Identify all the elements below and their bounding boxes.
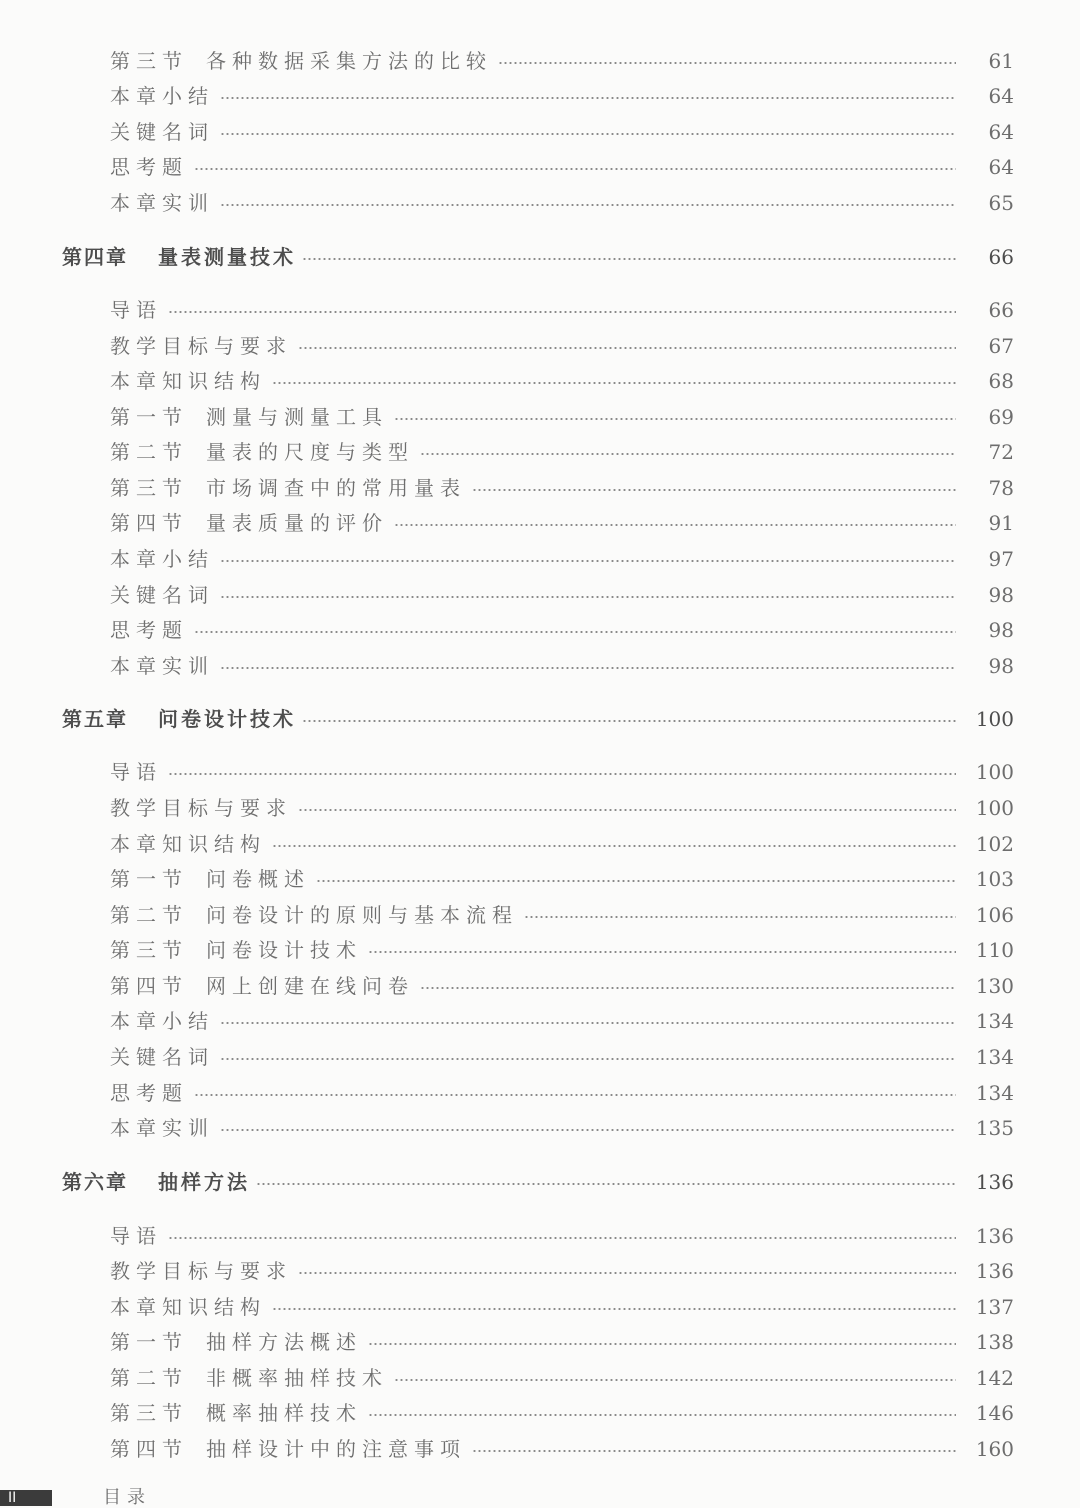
toc-entry-row[interactable] <box>0 293 1080 327</box>
toc-entry-label <box>0 293 162 327</box>
toc-entry-label <box>0 364 266 398</box>
section-title: 教学目标与要求 <box>110 334 292 358</box>
dot-leader <box>420 453 956 455</box>
page-number: 65 <box>988 191 1014 215</box>
page-number: 136 <box>975 1224 1014 1248</box>
section-title: 本章实训 <box>110 654 214 678</box>
dot-leader <box>194 631 956 633</box>
dot-leader <box>220 1022 956 1024</box>
toc-entry-label <box>0 435 414 469</box>
toc-entry-label <box>0 79 214 113</box>
section-number: 第四节 <box>110 511 188 535</box>
section-number: 第一节 <box>110 867 188 891</box>
section-title: 本章实训 <box>110 1116 214 1140</box>
section-title: 思考题 <box>110 155 188 179</box>
dot-leader <box>272 845 956 847</box>
page-number: 64 <box>988 120 1014 144</box>
section-number: 第三节 <box>110 938 188 962</box>
section-title: 抽样方法概述 <box>206 1330 362 1354</box>
dot-leader <box>220 560 956 562</box>
page-number: 138 <box>975 1330 1014 1354</box>
page-number: 97 <box>988 547 1014 571</box>
toc-entry-label <box>0 44 492 78</box>
toc-entry-label <box>0 115 214 149</box>
section-title: 问卷概述 <box>206 867 310 891</box>
page-number: 67 <box>988 334 1014 358</box>
dot-leader <box>220 596 956 598</box>
section-number: 第三节 <box>110 49 188 73</box>
dot-leader <box>168 311 956 313</box>
dot-leader <box>472 1450 956 1452</box>
section-title: 本章知识结构 <box>110 832 266 856</box>
toc-entry-label <box>0 1361 388 1395</box>
toc-entry-label <box>0 1219 162 1253</box>
toc-entry-row[interactable] <box>0 1254 1080 1288</box>
dot-leader <box>168 773 956 775</box>
toc-entry-row[interactable] <box>0 364 1080 398</box>
section-title: 关键名词 <box>110 1045 214 1069</box>
page-number: 64 <box>988 84 1014 108</box>
toc-entry-label <box>0 1290 266 1324</box>
section-title: 教学目标与要求 <box>110 1259 292 1283</box>
dot-leader <box>302 258 956 260</box>
section-number: 第四节 <box>110 974 188 998</box>
chapter-title: 量表测量技术 <box>158 245 296 269</box>
toc-entry-row[interactable] <box>0 1004 1080 1038</box>
section-title: 思考题 <box>110 1081 188 1105</box>
toc-entry-row[interactable] <box>0 1432 1080 1466</box>
toc-entry-row[interactable] <box>0 471 1080 505</box>
dot-leader <box>394 418 956 420</box>
dot-leader <box>316 880 956 882</box>
chapter-number: 第六章 <box>62 1170 128 1194</box>
section-title: 关键名词 <box>110 583 214 607</box>
toc-entry-label <box>0 578 214 612</box>
chapter-number: 第五章 <box>62 707 128 731</box>
section-title: 量表质量的评价 <box>206 511 388 535</box>
toc-entry-label <box>0 898 518 932</box>
dot-leader <box>220 133 956 135</box>
toc-entry-label <box>0 400 388 434</box>
section-title: 本章小结 <box>110 1009 214 1033</box>
section-number: 第二节 <box>110 440 188 464</box>
toc-entry-label <box>0 542 214 576</box>
toc-entry-label <box>0 1432 466 1466</box>
toc-entry-row[interactable] <box>0 186 1080 220</box>
toc-entry-row[interactable] <box>0 1361 1080 1395</box>
section-number: 第四节 <box>110 1437 188 1461</box>
section-title: 教学目标与要求 <box>110 796 292 820</box>
page-number: 78 <box>988 476 1014 500</box>
toc-entry-label <box>0 1254 292 1288</box>
section-title: 测量与测量工具 <box>206 405 388 429</box>
toc-entry-label <box>0 755 162 789</box>
toc-entry-label <box>0 1111 214 1145</box>
page-number: 136 <box>975 1170 1014 1194</box>
section-title: 抽样设计中的注意事项 <box>206 1437 466 1461</box>
toc-entry-row[interactable] <box>0 150 1080 184</box>
page-number: 68 <box>988 369 1014 393</box>
toc-entry-row[interactable] <box>0 1040 1080 1074</box>
toc-entry-row[interactable] <box>0 791 1080 825</box>
page-number: 110 <box>975 938 1014 962</box>
dot-leader <box>302 720 956 722</box>
toc-entry-label <box>0 827 266 861</box>
section-title: 导语 <box>110 1224 162 1248</box>
section-title: 各种数据采集方法的比较 <box>206 49 492 73</box>
dot-leader <box>194 1094 956 1096</box>
dot-leader <box>194 168 956 170</box>
section-title: 市场调查中的常用量表 <box>206 476 466 500</box>
toc-entry-label <box>0 969 414 1003</box>
toc-entry-label <box>0 506 388 540</box>
chapter-title: 抽样方法 <box>158 1170 250 1194</box>
page-number: 130 <box>975 974 1014 998</box>
toc-entry-row[interactable] <box>0 506 1080 540</box>
page-number: 106 <box>975 903 1014 927</box>
page-number: 137 <box>975 1295 1014 1319</box>
dot-leader <box>368 1414 956 1416</box>
dot-leader <box>368 1343 956 1345</box>
section-title: 问卷设计技术 <box>206 938 362 962</box>
toc-entry-label <box>0 1396 362 1430</box>
section-number: 第一节 <box>110 405 188 429</box>
dot-leader <box>168 1237 956 1239</box>
dot-leader <box>394 1379 956 1381</box>
toc-entry-row[interactable] <box>0 435 1080 469</box>
toc-entry-row[interactable] <box>0 613 1080 647</box>
dot-leader <box>220 204 956 206</box>
section-title: 问卷设计的原则与基本流程 <box>206 903 518 927</box>
section-number: 第三节 <box>110 1401 188 1425</box>
page-number: 103 <box>975 867 1014 891</box>
dot-leader <box>272 382 956 384</box>
toc-entry-row[interactable] <box>0 933 1080 967</box>
toc-entry-row[interactable] <box>0 649 1080 683</box>
page-number: 64 <box>988 155 1014 179</box>
toc-entry-row[interactable] <box>0 898 1080 932</box>
section-title: 本章知识结构 <box>110 1295 266 1319</box>
toc-chapter-row[interactable] <box>0 240 1080 274</box>
page-number: 160 <box>975 1437 1014 1461</box>
toc-entry-label <box>0 1004 214 1038</box>
toc-entry-label <box>0 329 292 363</box>
page-number: 134 <box>975 1081 1014 1105</box>
section-number: 第一节 <box>110 1330 188 1354</box>
dot-leader <box>498 62 956 64</box>
page-number: 72 <box>988 440 1014 464</box>
dot-leader <box>298 347 956 349</box>
toc-entry-row[interactable] <box>0 862 1080 896</box>
dot-leader <box>272 1308 956 1310</box>
toc-entry-row[interactable] <box>0 1219 1080 1253</box>
page-number: 66 <box>988 298 1014 322</box>
chapter-title: 问卷设计技术 <box>158 707 296 731</box>
toc-entry-label <box>0 1040 214 1074</box>
chapter-number: 第四章 <box>62 245 128 269</box>
page-number: 134 <box>975 1009 1014 1033</box>
dot-leader <box>420 987 956 989</box>
toc-entry-label <box>0 791 292 825</box>
section-title: 量表的尺度与类型 <box>206 440 414 464</box>
section-title: 本章实训 <box>110 191 214 215</box>
section-title: 本章小结 <box>110 84 214 108</box>
page-number: 100 <box>975 707 1014 731</box>
toc-entry-row[interactable] <box>0 1076 1080 1110</box>
page-number: 98 <box>988 654 1014 678</box>
section-title: 思考题 <box>110 618 188 642</box>
toc-entry-label <box>0 186 214 220</box>
toc-entry-row[interactable] <box>0 1325 1080 1359</box>
dot-leader <box>524 916 956 918</box>
section-title: 本章小结 <box>110 547 214 571</box>
dot-leader <box>220 667 956 669</box>
toc-entry-label <box>0 240 296 274</box>
section-title: 网上创建在线问卷 <box>206 974 414 998</box>
toc-chapter-row[interactable] <box>0 1165 1080 1199</box>
dot-leader <box>256 1183 956 1185</box>
dot-leader <box>394 524 956 526</box>
dot-leader <box>298 1272 956 1274</box>
footer-section-label: 目录 <box>103 1487 151 1508</box>
toc-chapter-row[interactable] <box>0 702 1080 736</box>
page-number: 98 <box>988 618 1014 642</box>
page-number: 135 <box>975 1116 1014 1140</box>
section-title: 导语 <box>110 760 162 784</box>
toc-entry-label <box>0 862 310 896</box>
page-number: 69 <box>988 405 1014 429</box>
toc-entry-row[interactable] <box>0 79 1080 113</box>
toc-entry-label <box>0 1325 362 1359</box>
toc-entry-label <box>0 471 466 505</box>
page-number: 91 <box>988 511 1014 535</box>
page-number: 102 <box>975 832 1014 856</box>
toc-entry-label <box>0 1076 188 1110</box>
toc-entry-row[interactable] <box>0 1111 1080 1145</box>
toc-entry-label <box>0 649 214 683</box>
page-number: 61 <box>988 49 1014 73</box>
toc-entry-label <box>0 150 188 184</box>
page-number: 100 <box>975 760 1014 784</box>
section-title: 本章知识结构 <box>110 369 266 393</box>
toc-entry-row[interactable] <box>0 1396 1080 1430</box>
page-number: II <box>8 1490 17 1506</box>
dot-leader <box>298 809 956 811</box>
toc-entry-row[interactable] <box>0 115 1080 149</box>
section-title: 关键名词 <box>110 120 214 144</box>
section-title: 概率抽样技术 <box>206 1401 362 1425</box>
section-title: 导语 <box>110 298 162 322</box>
toc-entry-row[interactable] <box>0 755 1080 789</box>
dot-leader <box>220 1058 956 1060</box>
section-number: 第二节 <box>110 903 188 927</box>
dot-leader <box>368 951 956 953</box>
section-number: 第二节 <box>110 1366 188 1390</box>
toc-entry-row[interactable] <box>0 1290 1080 1324</box>
toc-entry-row[interactable] <box>0 329 1080 363</box>
section-title: 非概率抽样技术 <box>206 1366 388 1390</box>
toc-entry-label <box>0 613 188 647</box>
dot-leader <box>220 97 956 99</box>
page-number: 100 <box>975 796 1014 820</box>
page-number: 136 <box>975 1259 1014 1283</box>
toc-entry-row[interactable] <box>0 827 1080 861</box>
page-number: 134 <box>975 1045 1014 1069</box>
toc-entry-row[interactable] <box>0 400 1080 434</box>
toc-entry-row[interactable] <box>0 44 1080 78</box>
page-number: 66 <box>988 245 1014 269</box>
toc-entry-row[interactable] <box>0 542 1080 576</box>
page-number: 142 <box>975 1366 1014 1390</box>
section-number: 第三节 <box>110 476 188 500</box>
toc-entry-label <box>0 933 362 967</box>
toc-entry-label <box>0 702 296 736</box>
toc-entry-row[interactable] <box>0 578 1080 612</box>
dot-leader <box>472 489 956 491</box>
dot-leader <box>220 1129 956 1131</box>
toc-entry-label <box>0 1165 250 1199</box>
page-number: 98 <box>988 583 1014 607</box>
toc-entry-row[interactable] <box>0 969 1080 1003</box>
page-number: 146 <box>975 1401 1014 1425</box>
